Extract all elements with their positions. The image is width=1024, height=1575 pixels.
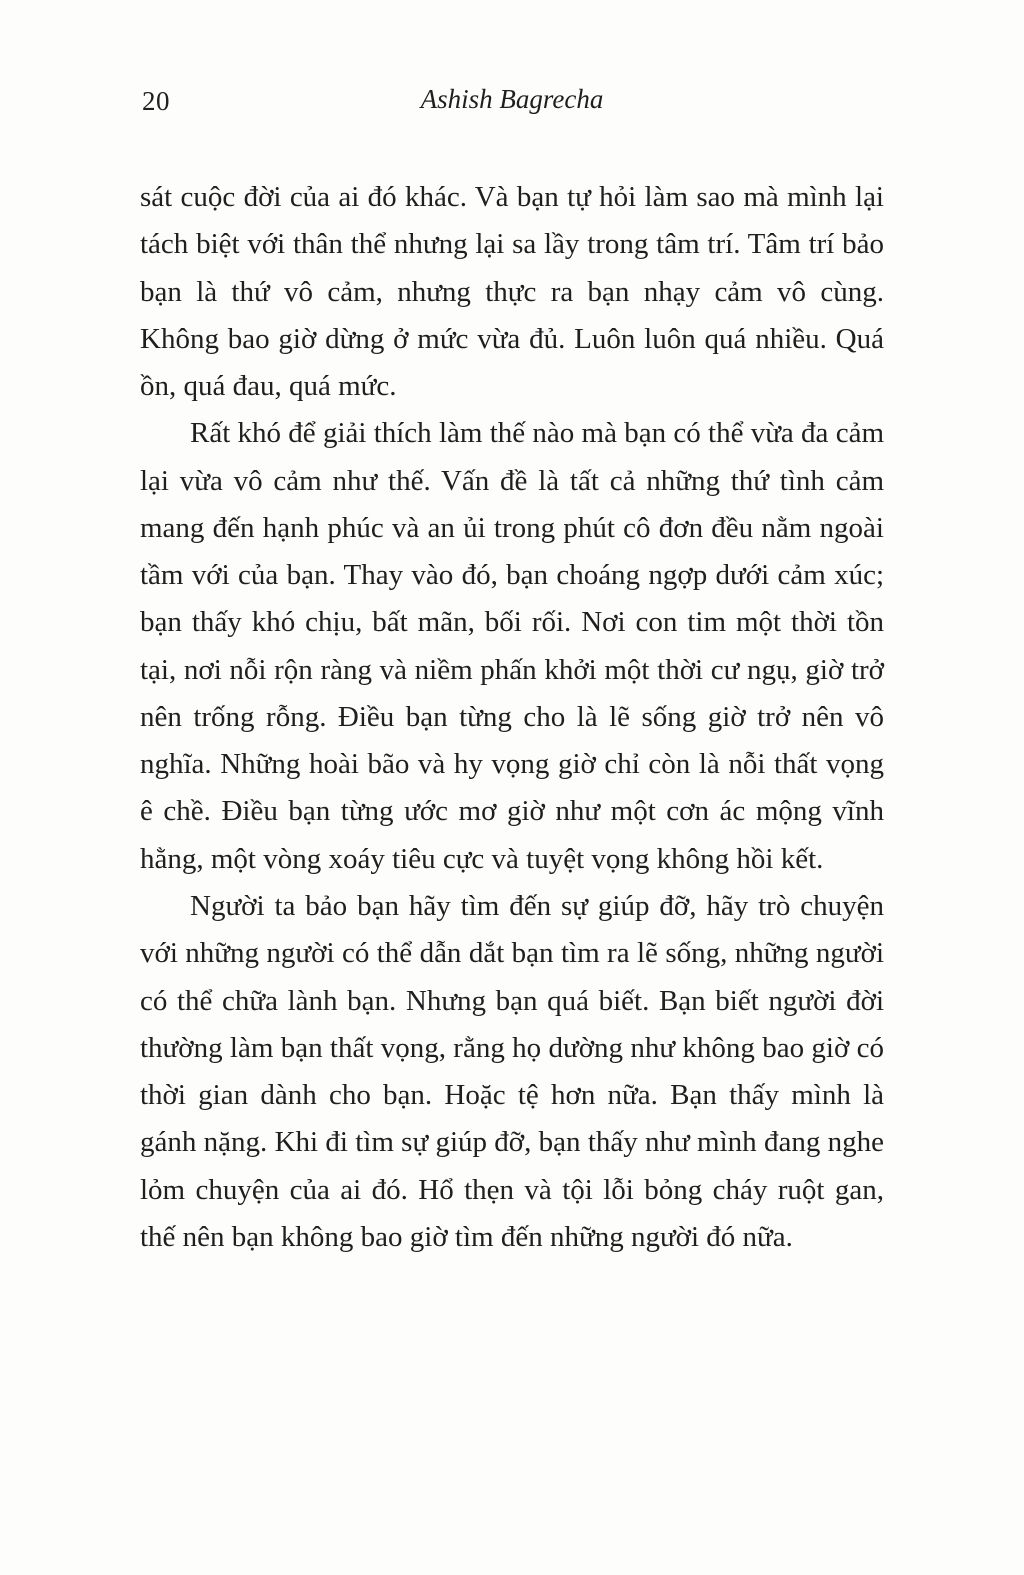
paragraph: Người ta bảo bạn hãy tìm đến sự giúp đỡ, hãy trò chuyện với những người có thể dẫn dắt bạn tìm ra lẽ sống, những người có thể chữa lành bạn. Nhưng bạn quá biết. Bạn biết người đời thường làm bạn thất vọng, rằng họ dường như không bao giờ có thời gian dành cho bạn. Hoặc tệ hơn nữa. Bạn thấy mình là gánh nặng. Khi đi tìm sự giúp đỡ, bạn thấy như mình đang nghe lỏm chuyện của ai đó. Hổ thẹn và tội lỗi bỏng cháy ruột gan, thế nên bạn không bao giờ tìm đến những người đó nữa. bbox=[140, 889, 884, 1253]
body-text bbox=[140, 174, 884, 1261]
running-head: Ashish Bagrecha bbox=[420, 84, 604, 114]
page-header bbox=[140, 84, 884, 126]
paragraph: Rất khó để giải thích làm thế nào mà bạn có thể vừa đa cảm lại vừa vô cảm như thế. Vấn đề là tất cả những thứ tình cảm mang đến hạnh phúc và an ủi trong phút cô đơn đều nằm ngoài tầm với của bạn. Thay vào đó, bạn choáng ngợp dưới cảm xúc; bạn thấy khó chịu, bất mãn, bối rối. Nơi con tim một thời tồn tại, nơi nỗi rộn ràng và niềm phấn khởi một thời cư ngụ, giờ trở nên trống rỗng. Điều bạn từng cho là lẽ sống giờ trở nên vô nghĩa. Những hoài bão và hy vọng giờ chỉ còn là nỗi thất vọng ê chề. Điều bạn từng ước mơ giờ như một cơn ác mộng vĩnh hằng, một vòng xoáy tiêu cực và tuyệt vọng không hồi kết. bbox=[140, 417, 884, 875]
paragraph: sát cuộc đời của ai đó khác. Và bạn tự hỏi làm sao mà mình lại tách biệt với thân thể nhưng lại sa lầy trong tâm trí. Tâm trí bảo bạn là thứ vô cảm, nhưng thực ra bạn nhạy cảm vô cùng. Không bao giờ dừng ở mức vừa đủ. Luôn luôn quá nhiều. Quá ồn, quá đau, quá mức. bbox=[140, 181, 884, 403]
page-number: 20 bbox=[142, 86, 170, 116]
